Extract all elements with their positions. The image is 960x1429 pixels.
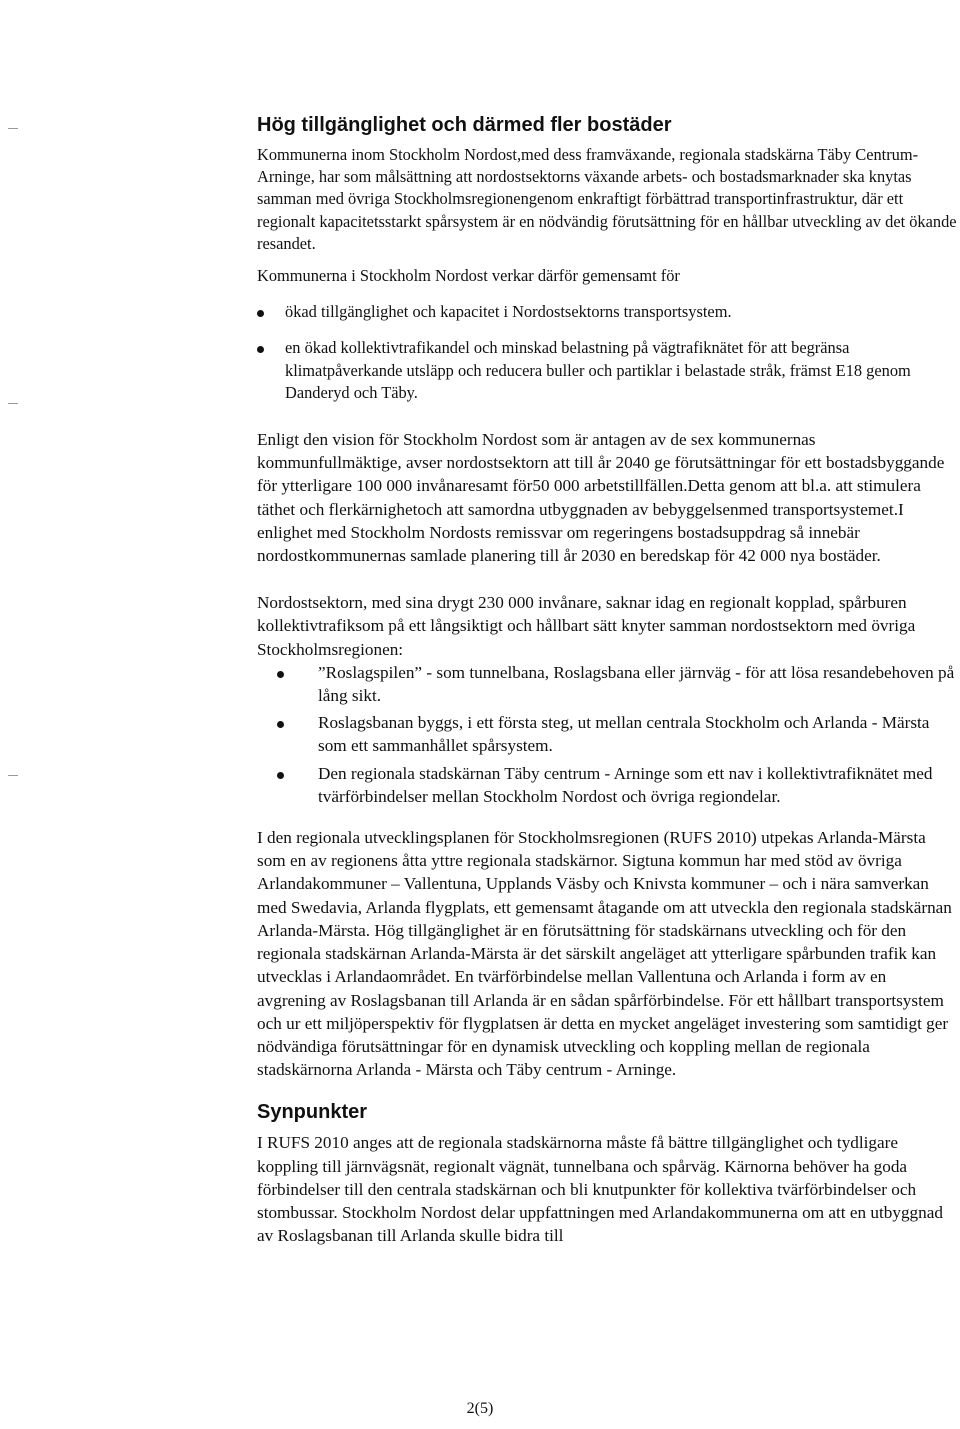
vision-paragraph: Enligt den vision för Stockholm Nordost som är antagen av de sex kommunernas kommunfullmäktige, avser nordostsektorn att till år 2040 ge förutsättningar för ett bostadsbyggande för ytterligare 100 000 invånaresamt för50 000 arbetstillfällen.Detta genom att bl.a. att stimulera täthet och flerkärnighetoch att samordna utbyggnaden av bebyggelsenmed transportsystemet.I enlighet med Stockholm Nordosts remissvar om regeringens bostadsuppdrag så innebär nordostkommunernas samlade planering till år 2030 en beredskap för 42 000 nya bostäder. <box>257 430 945 566</box>
bullet-icon <box>277 772 284 779</box>
list-item-text: ”Roslagspilen” - som tunnelbana, Roslagsbana eller järnväg - för att lösa resandebehoven på lång sikt. <box>318 662 955 706</box>
section-heading-accessibility: Hög tillgänglighet och därmed fler bostäder <box>257 114 672 136</box>
rufs-paragraph: I den regionala utvecklingsplanen för Stockholmsregionen (RUFS 2010) utpekas Arlanda-Märsta som en av regionens åtta yttre regionala stadskärnor. Sigtuna kommun har med stöd av övriga Arlandakommuner – Vallentuna, Upplands Väsby och Knivsta kommuner – och i nära samverkan med Swedavia, Arlanda flygplats, ett gemensamt åtagande om att utveckla den regionala stadskärnan Arlanda-Märsta. Hög tillgänglighet är en förutsättning för stadskärnans utveckling och för den regionala stadskärnan Arlanda-Märsta är det särskilt angeläget att ytterligare spårbunden trafik kan utvecklas i Arlandaområdet. En tvärförbindelse mellan Vallentuna och Arlanda i form av en avgrening av Roslagsbanan till Arlanda är en sådan spårförbindelse. För ett hållbart transportsystem och ur ett miljöperspektiv för flygplatsen är detta en mycket angeläget investering som samtidigt ger nödvändiga förutsättningar för en dynamisk utveckling och koppling mellan de regionala stadskärnorna Arlanda - Märsta och Täby centrum - Arninge. <box>257 828 952 1080</box>
list-item <box>257 661 957 707</box>
list-item-text: Den regionala stadskärnan Täby centrum - Arninge som ett nav i kollektivtrafiknätet med tvärförbindelser mellan Stockholm Nordost och övriga regiondelar. <box>318 763 933 806</box>
sector-paragraph: Nordostsektorn, med sina drygt 230 000 invånare, saknar idag en regionalt kopplad, spårburen kollektivtrafiksom på ett långsiktigt och hållbart sätt knyter samman nordostsektorn med övriga Stockholmsregionen: <box>257 593 916 659</box>
goals-list <box>257 301 957 404</box>
list-item-text: en ökad kollektivtrafikandel och minskad belastning på vägtrafiknätet för att begränsa klimatpåverkande utsläpp och reducera buller och partiklar i belastade stråk, främst E18 genom Danderyd och Täby. <box>285 338 911 402</box>
page-number: 2(5) <box>466 1400 494 1417</box>
list-item-text: Roslagsbanan byggs, i ett första steg, ut mellan centrala Stockholm och Arlanda - Märsta som ett sammanhållet spårsystem. <box>318 713 930 756</box>
list-item <box>257 301 957 323</box>
margin-mark <box>8 128 18 129</box>
bullet-icon <box>277 721 284 728</box>
list-item-text: ökad tillgänglighet och kapacitet i Nordostsektorns transportsystem. <box>285 302 732 322</box>
section-heading-synpunkter: Synpunkter <box>257 1101 368 1124</box>
bullet-icon <box>257 346 264 353</box>
margin-mark <box>8 775 18 776</box>
bullet-icon <box>257 310 264 317</box>
intro-paragraph: Kommunerna inom Stockholm Nordost,med dess framväxande, regionala stadskärna Täby Centrum-Arninge, har som målsättning att nordostsektorns växande arbets- och bostadsmarknader ska knytas samman med övriga Stockholmsregionengenom enkraftigt förbättrad transportinfrastruktur, där ett regionalt kapacitetsstarkt spårsystem är en nödvändig förutsättning för en hållbar utveckling av det ökande resandet. <box>257 145 957 253</box>
margin-mark <box>8 403 18 404</box>
synpunkter-paragraph: I RUFS 2010 anges att de regionala stadskärnorna måste få bättre tillgänglighet och tydligare koppling till järnvägsnät, regionalt vägnät, tunnelbana och spårväg. Kärnorna behöver ha goda förbindelser till den centrala stadskärnan och bli knutpunkter för kollektiva tvärförbindelser och stombussar. Stockholm Nordost delar uppfattningen med Arlandakommunerna om att en utbyggnad av Roslagsbanan till Arlanda skulle bidra till <box>257 1133 943 1246</box>
list-item <box>257 711 957 757</box>
bullet-icon <box>277 671 284 678</box>
sector-list <box>257 661 957 808</box>
document-body <box>257 112 957 1247</box>
list-item <box>257 337 957 404</box>
list-item <box>257 762 957 808</box>
lead-paragraph: Kommunerna i Stockholm Nordost verkar därför gemensamt för <box>257 266 680 286</box>
